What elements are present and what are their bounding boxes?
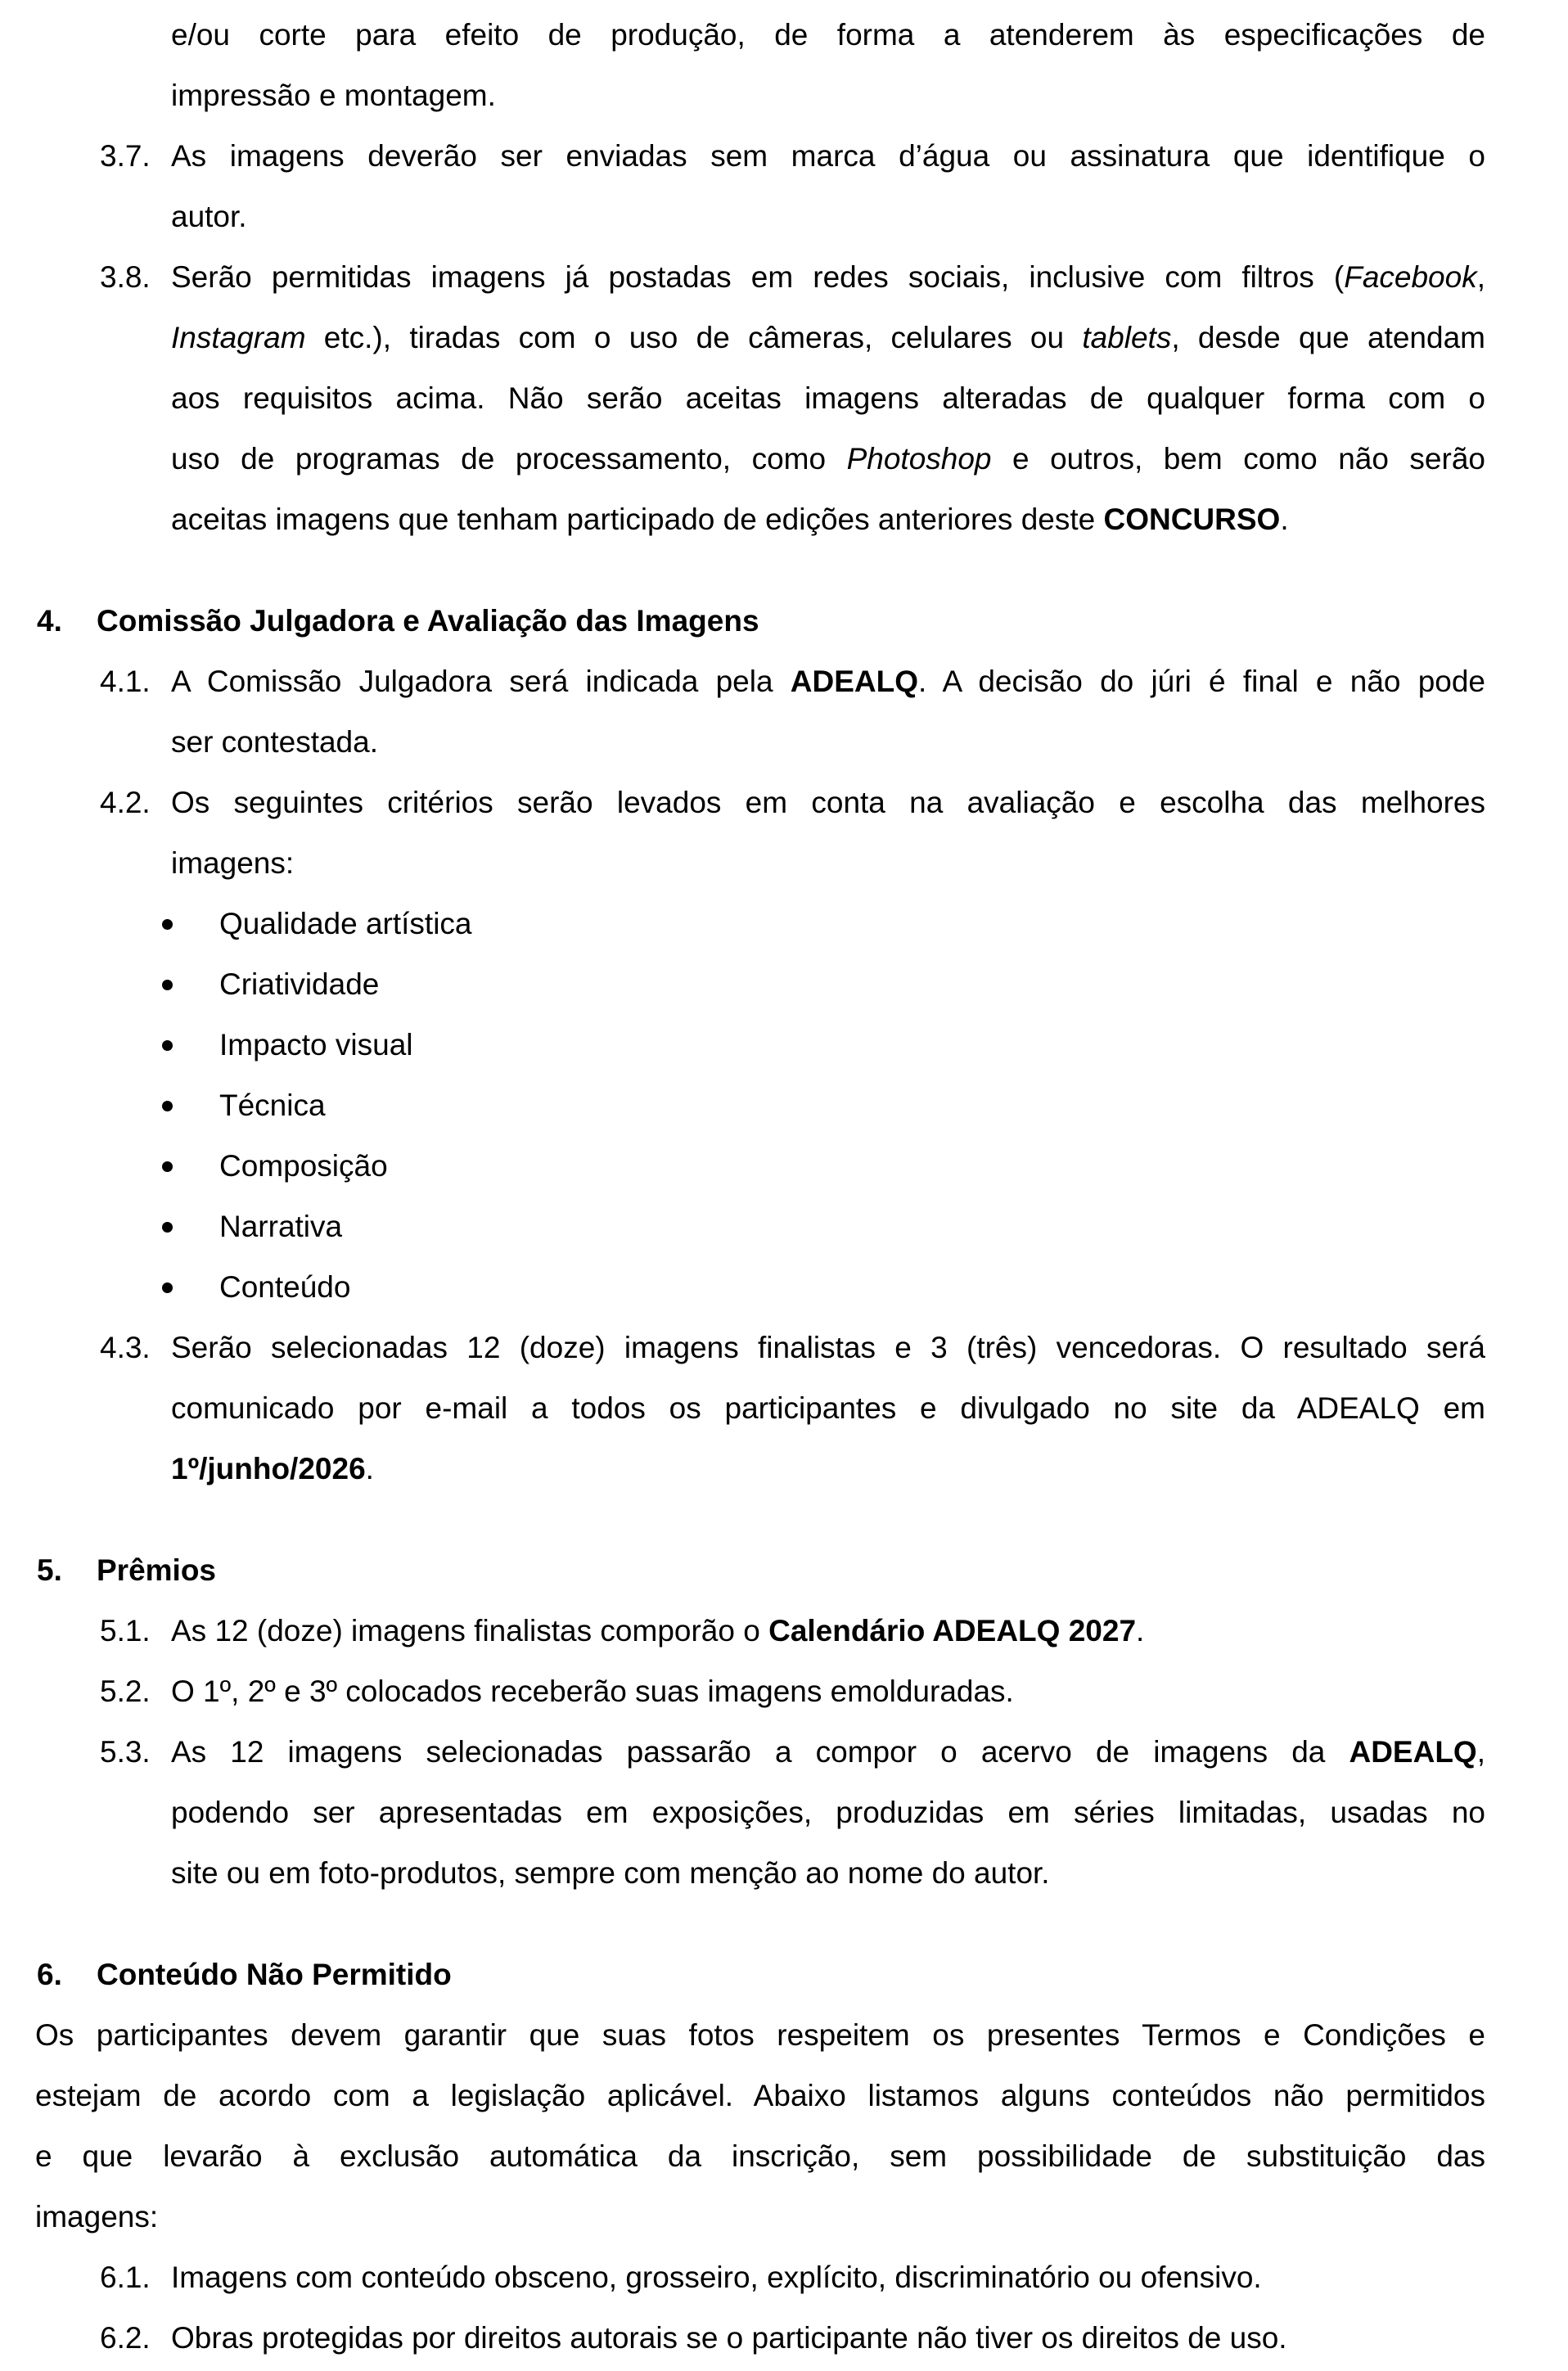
text-segment: e/ou corte para efeito de produção, de forma a atenderem às especificações de	[171, 18, 1485, 52]
numbered-item	[0, 2308, 1568, 2369]
text-content	[219, 1136, 1485, 1197]
text-segment: Os participantes devem garantir que suas fotos respeitem os presentes Termos e Condições e	[35, 2018, 1485, 2052]
text-segment: As 12 (doze) imagens finalistas comporão o	[171, 1614, 769, 1648]
text-line	[219, 1257, 1485, 1318]
text-content	[35, 2005, 1485, 2247]
text-segment: Facebook	[1344, 260, 1477, 294]
text-line	[219, 1136, 1485, 1197]
text-segment: Impacto visual	[219, 1028, 413, 1062]
text-content	[97, 1540, 1485, 1601]
bullet-item	[0, 1075, 1568, 1136]
numbered-item	[0, 1661, 1568, 1722]
text-line	[35, 2066, 1485, 2126]
section-heading	[0, 1945, 1568, 2005]
text-line	[171, 247, 1485, 308]
numbered-item	[0, 1722, 1568, 1904]
text-segment: ADEALQ	[790, 665, 918, 698]
text-segment: Narrativa	[219, 1210, 343, 1243]
text-line	[97, 591, 1485, 651]
text-line	[219, 1075, 1485, 1136]
item-number: 4.	[37, 604, 62, 638]
numbered-item	[0, 247, 1568, 550]
item-number: 6.2.	[100, 2321, 151, 2355]
text-segment: Comissão Julgadora e Avaliação das Imagens	[97, 604, 759, 638]
text-line	[171, 1661, 1485, 1722]
text-line	[171, 1439, 1485, 1499]
text-segment: impressão e montagem.	[171, 79, 496, 112]
text-segment: Conteúdo Não Permitido	[97, 1958, 452, 1991]
text-segment: Qualidade artística	[219, 907, 472, 940]
text-segment: CONCURSO	[1103, 503, 1281, 536]
text-segment: ,	[1476, 260, 1485, 294]
text-line	[171, 368, 1485, 429]
text-line	[171, 833, 1485, 894]
text-content	[171, 651, 1485, 773]
text-content	[219, 954, 1485, 1015]
text-line	[219, 1197, 1485, 1257]
bullet-item	[0, 1197, 1568, 1257]
numbered-item	[0, 2247, 1568, 2308]
bullet-item	[0, 1257, 1568, 1318]
text-segment: etc.), tiradas com o uso de câmeras, celulares ou	[305, 321, 1083, 354]
text-line	[171, 1378, 1485, 1439]
text-segment: Composição	[219, 1149, 388, 1183]
text-segment: Técnica	[219, 1089, 326, 1122]
text-content	[171, 1601, 1485, 1661]
bullet-marker-icon	[162, 1161, 173, 1172]
text-segment: . A decisão do júri é final e não pode	[918, 665, 1486, 698]
text-segment: Conteúdo	[219, 1270, 351, 1304]
item-number: 5.1.	[100, 1614, 151, 1648]
bullet-marker-icon	[162, 1040, 173, 1051]
text-content	[219, 1075, 1485, 1136]
text-segment: 1º/junho/2026	[171, 1452, 366, 1485]
text-content	[97, 1945, 1485, 2005]
text-line	[97, 1540, 1485, 1601]
item-number: 6.	[37, 1958, 62, 1991]
bullet-marker-icon	[162, 1101, 173, 1111]
text-line	[219, 894, 1485, 954]
numbered-item	[0, 1318, 1568, 1499]
text-segment: Os seguintes critérios serão levados em conta na avaliação e escolha das melhores	[171, 786, 1485, 819]
text-content	[171, 1318, 1485, 1499]
text-segment: , desde que atendam	[1171, 321, 1485, 354]
text-segment: ser contestada.	[171, 725, 378, 759]
bullet-item	[0, 1015, 1568, 1075]
text-segment: Calendário ADEALQ 2027	[768, 1614, 1137, 1648]
text-content	[219, 1257, 1485, 1318]
text-line	[171, 2308, 1485, 2369]
text-line	[171, 429, 1485, 489]
text-segment: podendo ser apresentadas em exposições, produzidas em séries limitadas, usadas no	[171, 1796, 1485, 1829]
text-line	[35, 2126, 1485, 2187]
text-line	[35, 2187, 1485, 2247]
text-line	[35, 2005, 1485, 2066]
numbered-item	[0, 773, 1568, 894]
text-line	[171, 1783, 1485, 1843]
text-content	[171, 773, 1485, 894]
item-number: 5.3.	[100, 1735, 151, 1769]
item-number: 6.1.	[100, 2261, 151, 2294]
bullet-marker-icon	[162, 980, 173, 990]
text-content	[171, 5, 1485, 126]
text-segment: .	[1280, 503, 1289, 536]
text-segment: Serão permitidas imagens já postadas em redes sociais, inclusive com filtros (	[171, 260, 1345, 294]
text-segment: As 12 imagens selecionadas passarão a compor o acervo de imagens da	[171, 1735, 1349, 1769]
text-segment: aceitas imagens que tenham participado de edições anteriores deste	[171, 503, 1104, 536]
text-line	[171, 1722, 1485, 1783]
text-line	[171, 308, 1485, 368]
text-line	[171, 712, 1485, 773]
item-number: 4.1.	[100, 665, 151, 698]
text-segment: .	[1136, 1614, 1145, 1648]
text-line	[219, 1015, 1485, 1075]
bullet-item	[0, 1136, 1568, 1197]
text-block	[0, 5, 1568, 126]
text-segment: uso de programas de processamento, como	[171, 442, 847, 476]
text-line	[171, 187, 1485, 247]
text-segment: autor.	[171, 200, 247, 233]
text-segment: ADEALQ	[1349, 1735, 1477, 1769]
text-segment: O 1º, 2º e 3º colocados receberão suas imagens emolduradas.	[171, 1675, 1014, 1708]
item-number: 5.	[37, 1553, 62, 1587]
text-segment: .	[365, 1452, 374, 1485]
text-content	[171, 126, 1485, 247]
text-segment: Instagram	[171, 321, 306, 354]
bullet-marker-icon	[162, 1282, 173, 1293]
text-line	[171, 1843, 1485, 1904]
text-content	[171, 1661, 1485, 1722]
text-segment: Obras protegidas por direitos autorais se o participante não tiver os direitos de uso.	[171, 2321, 1287, 2355]
text-segment: Prêmios	[97, 1553, 217, 1587]
text-content	[171, 2308, 1485, 2369]
numbered-item	[0, 1601, 1568, 1661]
item-number: 4.2.	[100, 786, 151, 819]
item-number: 3.7.	[100, 139, 151, 173]
text-line	[171, 489, 1485, 550]
text-segment: Serão selecionadas 12 (doze) imagens finalistas e 3 (três) vencedoras. O resultado será	[171, 1331, 1485, 1364]
text-segment: imagens:	[171, 846, 295, 880]
text-segment: estejam de acordo com a legislação aplicável. Abaixo listamos alguns conteúdos não permitidos	[35, 2079, 1485, 2112]
text-line	[171, 773, 1485, 833]
text-segment: A Comissão Julgadora será indicada pela	[171, 665, 791, 698]
text-line	[171, 1601, 1485, 1661]
bullet-item	[0, 954, 1568, 1015]
text-content	[219, 894, 1485, 954]
text-block	[0, 2005, 1568, 2247]
item-number: 5.2.	[100, 1675, 151, 1708]
text-line	[171, 2247, 1485, 2308]
section-heading	[0, 1540, 1568, 1601]
text-line	[219, 954, 1485, 1015]
text-segment: As imagens deverão ser enviadas sem marca d’água ou assinatura que identifique o	[171, 139, 1485, 173]
section-heading	[0, 591, 1568, 651]
text-line	[171, 65, 1485, 126]
text-content	[219, 1197, 1485, 1257]
bullet-marker-icon	[162, 1222, 173, 1233]
bullet-marker-icon	[162, 919, 173, 930]
text-line	[171, 5, 1485, 65]
text-line	[171, 651, 1485, 712]
text-line	[171, 126, 1485, 187]
text-line	[97, 1945, 1485, 2005]
item-number: 4.3.	[100, 1331, 151, 1364]
text-segment: e outros, bem como não serão	[991, 442, 1485, 476]
text-content	[171, 247, 1485, 550]
text-segment: site ou em foto-produtos, sempre com menção ao nome do autor.	[171, 1856, 1050, 1890]
text-segment: aos requisitos acima. Não serão aceitas imagens alteradas de qualquer forma com o	[171, 381, 1485, 415]
numbered-item	[0, 651, 1568, 773]
text-segment: e que levarão à exclusão automática da inscrição, sem possibilidade de substituição das	[35, 2139, 1485, 2173]
text-segment: Photoshop	[846, 442, 992, 476]
bullet-item	[0, 894, 1568, 954]
text-content	[171, 1722, 1485, 1904]
text-content	[219, 1015, 1485, 1075]
text-line	[171, 1318, 1485, 1378]
text-segment: imagens:	[35, 2200, 159, 2234]
text-segment: Imagens com conteúdo obsceno, grosseiro, explícito, discriminatório ou ofensivo.	[171, 2261, 1262, 2294]
text-content	[171, 2247, 1485, 2308]
text-content	[97, 591, 1485, 651]
text-segment: tablets	[1082, 321, 1172, 354]
text-segment: comunicado por e-mail a todos os participantes e divulgado no site da ADEALQ em	[171, 1391, 1485, 1425]
text-segment: Criatividade	[219, 967, 380, 1001]
numbered-item	[0, 126, 1568, 247]
item-number: 3.8.	[100, 260, 151, 294]
text-segment: ,	[1476, 1735, 1485, 1769]
